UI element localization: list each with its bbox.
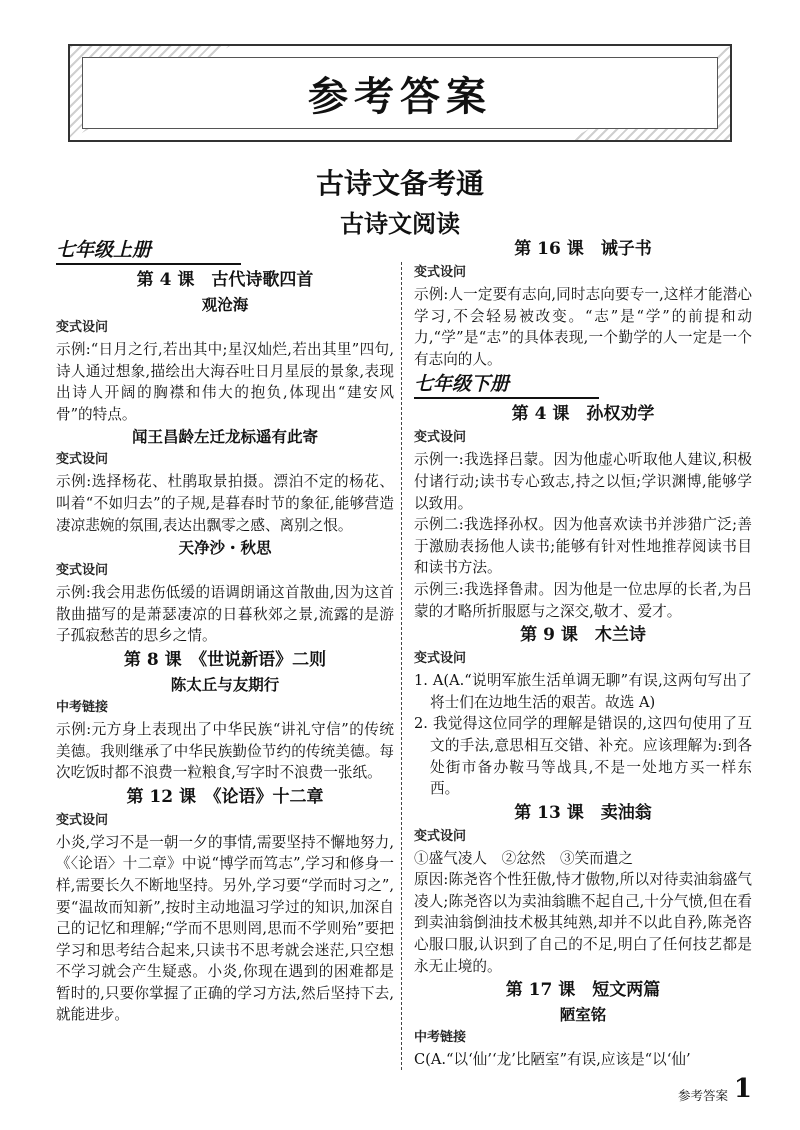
sub-title: 古诗文阅读 <box>340 209 460 238</box>
poem-title: 观沧海 <box>201 295 249 314</box>
answer-paragraph: 示例:我会用悲伤低缓的语调朗诵这首散曲,因为这首散曲描写的是萧瑟凄凉的日暮秋郊之景,流露的是游子孤寂愁苦的思乡之情。 <box>56 584 394 645</box>
lesson-title: 第 4 课 古代诗歌四首 <box>136 270 314 290</box>
lesson-title: 第 13 课 卖油翁 <box>514 802 652 823</box>
right-column <box>414 236 752 1071</box>
section-label: 变式设问 <box>414 265 467 280</box>
section-label: 变式设问 <box>56 563 109 579</box>
answer-paragraph: 示例三:我选择鲁肃。因为他是一位忠厚的长者,为吕蒙的才略所折服愿与之深交,敬才、爱才。 <box>414 580 752 620</box>
section-label: 变式设问 <box>56 812 109 828</box>
answer-paragraph: 原因:陈尧咨个性狂傲,恃才傲物,所以对待卖油翁盛气凌人;陈尧咨以为卖油翁瞧不起自己,十分气愤,但在看到卖油翁倒油技术极其纯熟,却并不以此自矜,陈尧咨心服口服,认识到了自己的不足,明白了任何技艺都是永无止境的。 <box>414 871 752 975</box>
lesson-title: 第 9 课 木兰诗 <box>520 625 646 646</box>
section-label: 变式设问 <box>56 452 109 468</box>
answer-paragraph: 示例:元方身上表现出了中华民族“讲礼守信”的传统美德。我则继承了中华民族勤俭节约的传统美德。每次吃饭时都不浪费一粒粮食,写字时不浪费一张纸。 <box>56 720 394 782</box>
section-label: 中考链接 <box>56 699 109 715</box>
answer-item: 2. 我觉得这位同学的理解是错误的,这四句使用了互文的手法,意思相互交错、补充。应该理解为:到各处街市备办鞍马等战具,不是一处地方买一样东西。 <box>414 715 752 798</box>
poem-title: 天净沙・秋思 <box>178 538 272 558</box>
lesson-title: 第 12 课 《论语》十二章 <box>126 786 324 807</box>
section-label: 变式设问 <box>414 651 467 667</box>
lesson-title: 第 8 课 《世说新语》二则 <box>123 649 327 670</box>
footer-label: 参考答案 <box>677 1088 728 1103</box>
section-label: 变式设问 <box>56 320 109 335</box>
column-divider <box>401 262 402 1070</box>
answer-paragraph: 示例:人一定要有志向,同时志向要专一,这样才能潜心学习,不会轻易被改变。“志”是“学”的前提和动力,“学”是“志”的具体表现,一个勤学的人一定是一个有志向的人。 <box>414 286 752 368</box>
section-label: 变式设问 <box>414 828 467 844</box>
page-number: 1 <box>733 1074 752 1104</box>
answer-banner <box>68 44 732 142</box>
poem-title: 陈太丘与友期行 <box>170 674 280 694</box>
poem-title: 陋室铭 <box>559 1005 607 1025</box>
poem-title: 闻王昌龄左迁龙标遥有此寄 <box>131 427 318 447</box>
answer-paragraph: 示例一:我选择吕蒙。因为他虚心听取他人建议,积极付诸行动;读书专心致志,持之以恒;学识渊博,能够学以致用。 <box>414 451 752 512</box>
section-label: 中考链接 <box>414 1030 467 1046</box>
answer-paragraph: 示例:选择杨花、杜鹃取景拍摄。漂泊不定的杨花、叫着“不如归去”的子规,是暮春时节的象征,能够营造凄凉悲婉的氛围,表达出飘零之感、离别之恨。 <box>56 473 394 534</box>
answer-paragraph: C(A.“以‘仙’‘龙’比陋室”有误,应该是“以‘仙’ <box>414 1051 691 1069</box>
grade-heading: 七年级下册 <box>414 372 509 399</box>
answer-paragraph: 示例:“日月之行,若出其中;星汉灿烂,若出其里”四句,诗人通过想象,描绘出大海吞吐日月星辰的景象,表现出诗人开阔的胸襟和伟大的抱负,体现出“建安风骨”的特点。 <box>56 341 394 423</box>
banner-title: 参考答案 <box>308 73 492 120</box>
lesson-title: 第 17 课 短文两篇 <box>505 980 661 1001</box>
banner-frame <box>82 57 718 129</box>
grade-heading-row <box>56 236 394 267</box>
left-column <box>56 236 394 1026</box>
lesson-title: 第 16 课 诫子书 <box>514 239 652 259</box>
answer-paragraph: 小炎,学习不是一朝一夕的事情,需要坚持不懈地努力,《〈论语〉十二章》中说“博学而笃志”,学习和修身一样,需要长久不断地坚持。另外,学习要“学而时习之”,要“温故而知新”,按时主动地温习学过的知识,加深自己的记忆和理解;“学而不思则罔,思而不学则殆”要把学习和思考结合起来,只读书不思考就会迷茫,只空想不学习就会产生疑惑。小炎,你现在遇到的困难都是暂时的,只要你掌握了正确的学习方法,然后坚持下去,就能进步。 <box>56 833 394 1024</box>
section-label: 变式设问 <box>414 430 467 446</box>
grade-heading: 七年级上册 <box>56 238 151 265</box>
answer-item: 1. A(A.“说明军旅生活单调无聊”有误,这两句写出了将士们在边地生活的艰苦。故选 A) <box>414 672 752 711</box>
lesson-title: 第 4 课 孙权劝学 <box>511 404 655 425</box>
answer-paragraph: 示例二:我选择孙权。因为他喜欢读书并涉猎广泛;善于激励表扬他人读书;能够有针对性地推荐阅读书目和读书方法。 <box>414 516 752 577</box>
main-title: 古诗文备考通 <box>315 167 484 200</box>
answer-paragraph: ①盛气凌人 ②忿然 ③笑而遣之 <box>414 849 633 867</box>
grade-heading-row <box>414 370 752 401</box>
